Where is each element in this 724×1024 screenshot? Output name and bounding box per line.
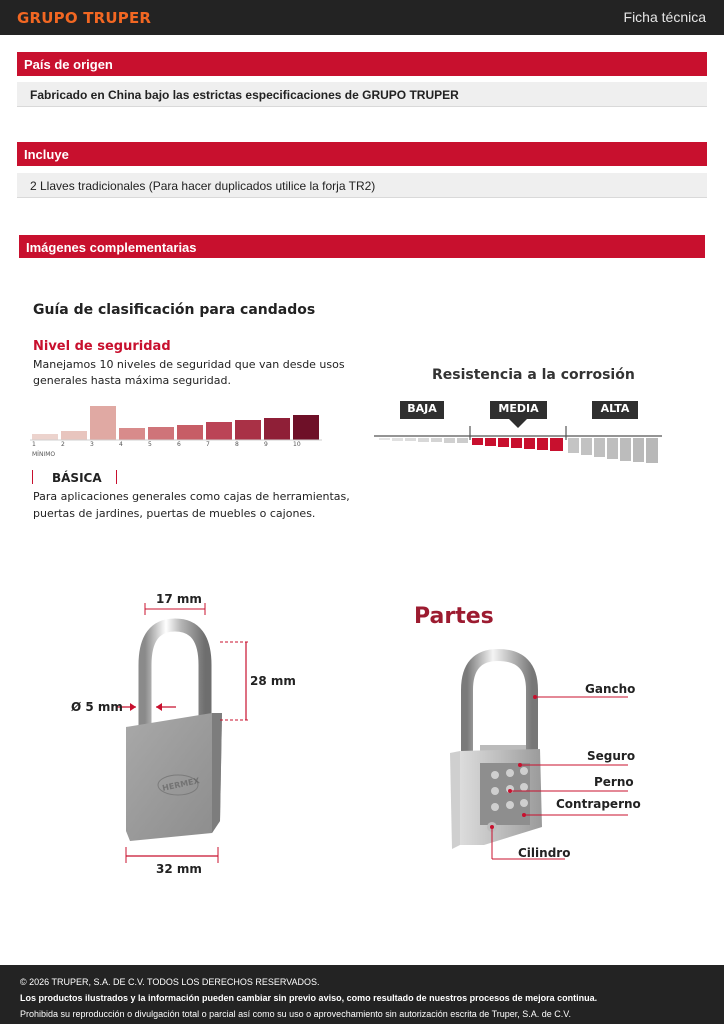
level-bar-10 <box>293 415 319 440</box>
level-tick-8: 8 <box>235 441 239 448</box>
level-bar-9 <box>264 418 290 440</box>
level-tick-10: 10 <box>293 441 301 448</box>
level-tick-4: 4 <box>119 441 123 448</box>
min-label: MÍNIMO <box>32 451 56 458</box>
parts-title: Partes <box>414 604 494 629</box>
corrosion-label-medium: MEDIA <box>498 402 539 415</box>
footer-notice: Los productos ilustrados y la información pueden cambiar sin previo aviso, como resultado de nuestros procesos de mejora continua. <box>20 993 598 1003</box>
level-bar-3 <box>90 406 116 440</box>
includes-text: 2 Llaves tradicionales (Para hacer duplicados utilice la forja TR2) <box>17 173 707 198</box>
category-label: BÁSICA <box>52 471 102 485</box>
level-tick-2: 2 <box>61 441 65 448</box>
images-header: Imágenes complementarias <box>19 235 705 258</box>
part-label-cilindro: Cilindro <box>518 846 571 860</box>
part-label-seguro: Seguro <box>587 749 636 763</box>
dim-diameter: Ø 5 mm <box>71 700 123 714</box>
footer <box>0 965 724 1024</box>
padlock-dimensions-drawing <box>60 585 320 885</box>
category-left-mark <box>32 470 33 484</box>
document-type: Ficha técnica <box>623 9 706 25</box>
level-bar-6 <box>177 425 203 440</box>
category-desc-1: Para aplicaciones generales como cajas de herramientas, <box>33 490 350 503</box>
corrosion-label-high: ALTA <box>600 402 630 415</box>
corrosion-title: Resistencia a la corrosión <box>432 367 635 383</box>
guide-title: Guía de clasificación para candados <box>33 302 316 318</box>
level-desc-2: generales hasta máxima seguridad. <box>33 374 232 387</box>
level-bar-8 <box>235 420 261 440</box>
level-tick-5: 5 <box>148 441 152 448</box>
part-label-gancho: Gancho <box>585 682 636 696</box>
dim-width-top: 17 mm <box>156 592 202 606</box>
level-desc-1: Manejamos 10 niveles de seguridad que van desde usos <box>33 358 345 371</box>
origin-header: País de origen <box>17 52 707 76</box>
part-label-perno: Perno <box>594 775 634 789</box>
level-title: Nivel de seguridad <box>33 339 171 354</box>
part-label-contraperno: Contraperno <box>556 797 641 811</box>
level-bar-4 <box>119 428 145 440</box>
corrosion-label-low: BAJA <box>407 402 437 415</box>
brand-logo: GRUPO TRUPER <box>17 9 152 27</box>
category-right-mark <box>116 470 117 484</box>
footer-copyright: © 2026 TRUPER, S.A. DE C.V. TODOS LOS DERECHOS RESERVADOS. <box>20 977 320 987</box>
origin-text: Fabricado en China bajo las estrictas especificaciones de GRUPO TRUPER <box>17 82 707 107</box>
level-bar-5 <box>148 427 174 440</box>
body-brand-text: HERMEX <box>161 776 201 793</box>
dim-width-body: 32 mm <box>156 862 202 876</box>
category-desc-2: puertas de jardines, puertas de muebles o cajones. <box>33 507 316 520</box>
level-tick-9: 9 <box>264 441 268 448</box>
level-tick-7: 7 <box>206 441 210 448</box>
level-tick-1: 1 <box>32 441 36 448</box>
level-bar-1 <box>32 434 58 440</box>
top-bar <box>0 0 724 35</box>
includes-header: Incluye <box>17 142 707 166</box>
level-bar-2 <box>61 431 87 440</box>
level-tick-3: 3 <box>90 441 94 448</box>
dim-height: 28 mm <box>250 674 296 688</box>
footer-legal: Prohibida su reproducción o divulgación total o parcial así como su uso o aprovechamiento sin autorización escrita de Truper, S.A. de C.V. <box>20 1009 571 1019</box>
security-level-bars <box>30 400 322 460</box>
level-bar-7 <box>206 422 232 440</box>
level-tick-6: 6 <box>177 441 181 448</box>
